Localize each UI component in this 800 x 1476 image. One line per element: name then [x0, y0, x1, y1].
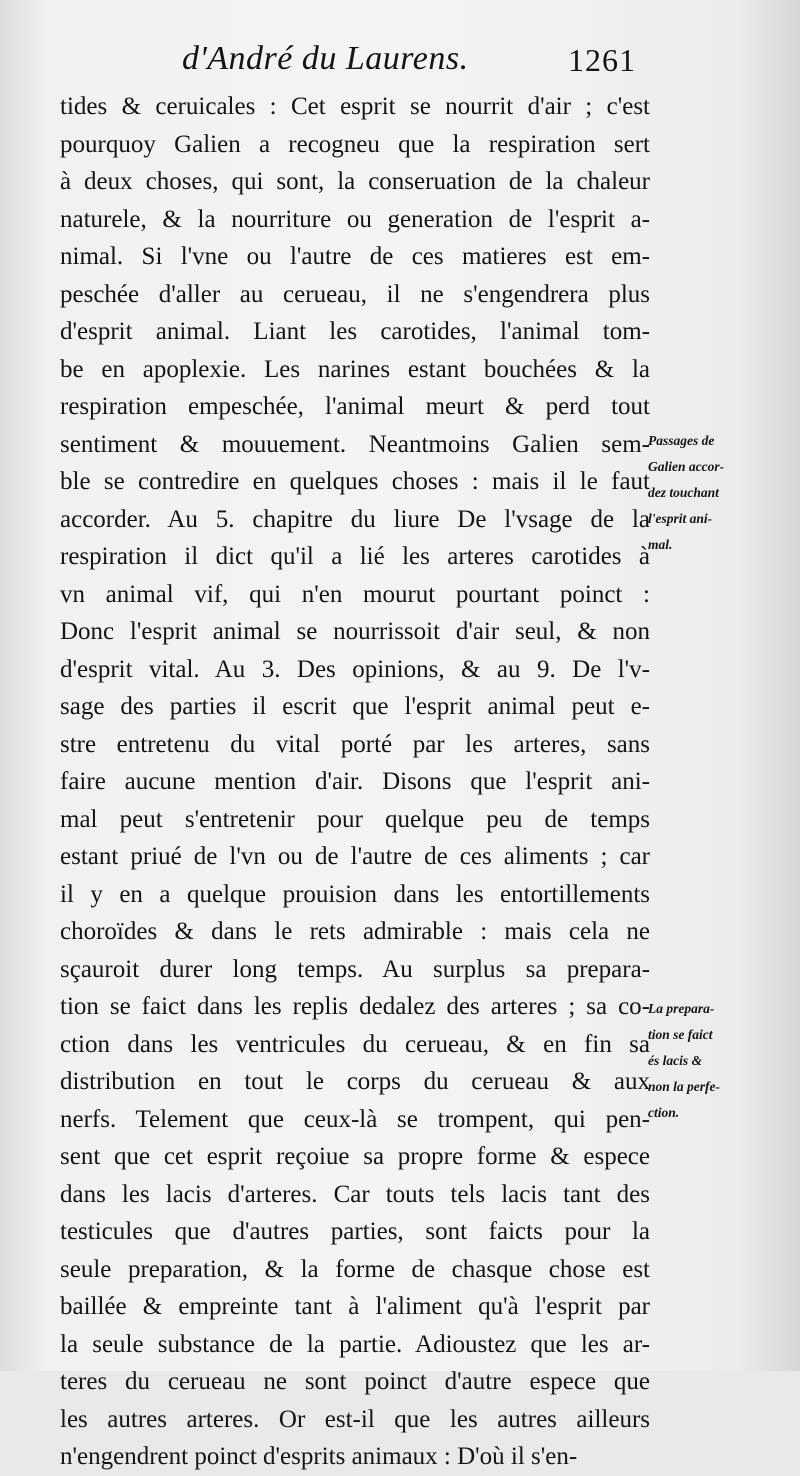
text-line: à deux choses, qui sont, la conseruation de la chaleur: [60, 168, 650, 195]
text-line: sentiment & mouuement. Neantmoins Galien sem-: [60, 430, 650, 458]
text-line: seule preparation, & la forme de chasque chose est: [60, 1255, 650, 1283]
running-head: [0, 40, 800, 88]
margin-note-line: Galien accor-: [648, 459, 725, 474]
text-line: n'engendrent poinct d'esprits animaux : D'où il s'en-: [60, 1443, 578, 1470]
page-number: 1261: [568, 42, 636, 78]
margin-note-galien: [648, 428, 798, 558]
text-line: baillée & empreinte tant à l'aliment qu'à l'esprit par: [60, 1293, 650, 1320]
text-line: estant priué de l'vn ou de l'autre de ces aliments ; car: [60, 843, 650, 870]
text-line: distribution en tout le corps du cerueau & aux: [60, 1068, 650, 1095]
text-line: la seule substance de la partie. Adioustez que les ar-: [60, 1330, 650, 1358]
body-text: [60, 88, 650, 1476]
text-line: testicules que d'autres parties, sont faicts pour la: [60, 1218, 650, 1245]
running-title: d'André du Laurens.: [182, 40, 469, 77]
text-line: nerfs. Telement que ceux-là se trompent, qui pen-: [60, 1105, 650, 1133]
text-line: faire aucune mention d'air. Disons que l'esprit ani-: [60, 768, 650, 795]
margin-note-line: mal.: [648, 537, 673, 552]
text-line: peschée d'aller au cerueau, il ne s'engendrera plus: [60, 280, 650, 308]
text-line: be en apoplexie. Les narines estant bouchées & la: [60, 355, 650, 383]
text-line: d'esprit animal. Liant les carotides, l'animal tom-: [60, 318, 650, 345]
margin-note-line: és lacis &: [648, 1053, 702, 1068]
text-line: respiration il dict qu'il a lié les arteres carotides à: [60, 543, 650, 570]
text-line: choroïdes & dans le rets admirable : mais cela ne: [60, 918, 650, 945]
margin-note-preparation: [648, 996, 798, 1126]
text-line: naturele, & la nourriture ou generation de l'esprit a-: [60, 205, 650, 233]
margin-note-line: dez touchant: [648, 485, 719, 500]
margin-note-line: l'esprit ani-: [648, 511, 713, 526]
margin-note-line: La prepara-: [648, 1001, 715, 1016]
text-line: ction dans les ventricules du cerueau, & en fin sa: [60, 1030, 650, 1058]
text-line: nimal. Si l'vne ou l'autre de ces matieres est em-: [60, 243, 650, 270]
text-line: mal peut s'entretenir pour quelque peu de temps: [60, 805, 650, 833]
margin-note-line: Passages de: [648, 433, 715, 448]
text-line: d'esprit vital. Au 3. Des opinions, & au 9. De l'v-: [60, 655, 650, 683]
text-line: teres du cerueau ne sont poinct d'autre espece que: [60, 1368, 650, 1395]
margin-note-line: non la perfe-: [648, 1079, 720, 1094]
text-line: respiration empeschée, l'animal meurt & perd tout: [60, 393, 650, 420]
text-line: accorder. Au 5. chapitre du liure De l'vsage de la: [60, 505, 650, 533]
text-line: les autres arteres. Or est-il que les autres ailleurs: [60, 1405, 650, 1433]
text-line: il y en a quelque prouision dans les entortillements: [60, 880, 650, 908]
text-line: Donc l'esprit animal se nourrissoit d'air seul, & non: [60, 618, 650, 645]
text-line: ble se contredire en quelques choses : mais il le faut: [60, 468, 650, 495]
text-line: dans les lacis d'arteres. Car touts tels lacis tant des: [60, 1180, 650, 1208]
text-line: sage des parties il escrit que l'esprit animal peut e-: [60, 693, 650, 720]
text-line: vn animal vif, qui n'en mourut pourtant poinct :: [60, 580, 650, 608]
text-line: stre entretenu du vital porté par les arteres, sans: [60, 730, 650, 758]
text-line: sçauroit durer long temps. Au surplus sa prepara-: [60, 955, 650, 983]
text-line: tides & ceruicales : Cet esprit se nourrit d'air ; c'est: [60, 93, 650, 120]
margin-note-line: tion se faict: [648, 1027, 713, 1042]
text-line: pourquoy Galien a recogneu que la respiration sert: [60, 130, 650, 158]
text-line: sent que cet esprit reçoiue sa propre forme & espece: [60, 1143, 650, 1170]
margin-note-line: ction.: [648, 1105, 680, 1120]
text-line: tion se faict dans les replis dedalez des arteres ; sa co-: [60, 993, 650, 1020]
